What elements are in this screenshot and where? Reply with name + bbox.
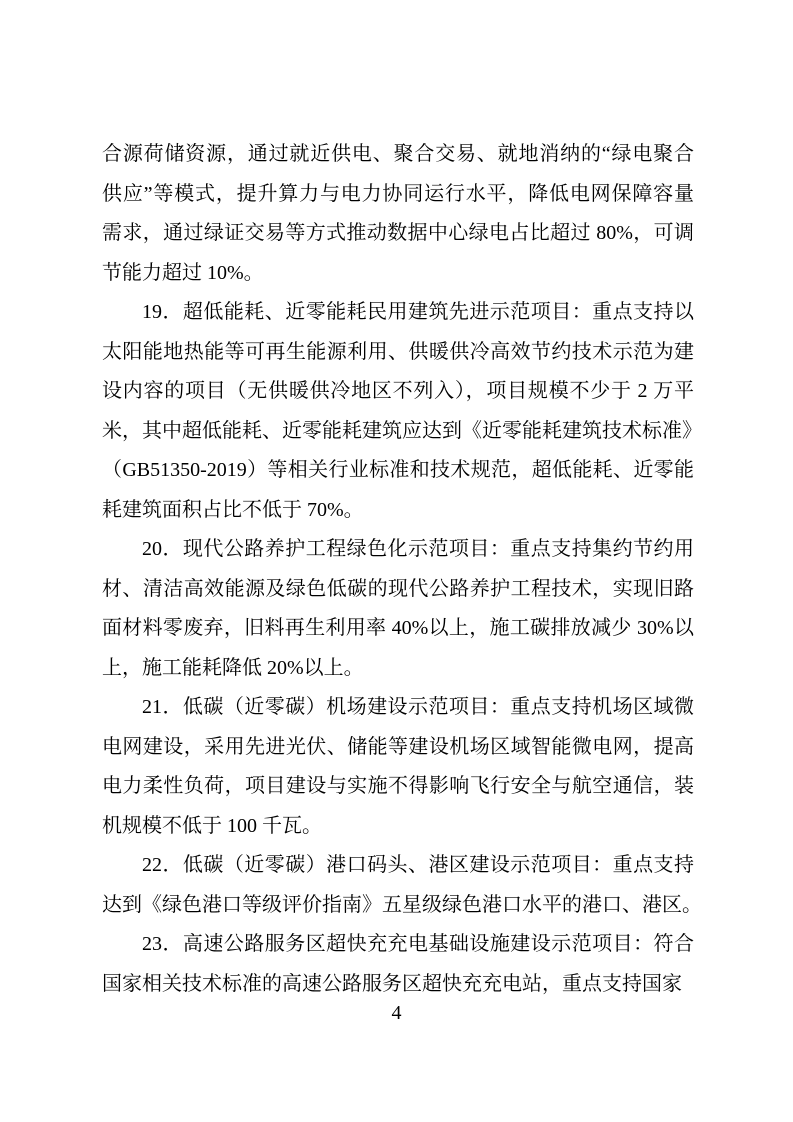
text-line: 合源荷储资源，通过就近供电、聚合交易、就地消纳的“绿电聚合	[102, 143, 694, 165]
paragraph	[102, 530, 694, 688]
text-line: 国家相关技术标准的高速公路服务区超快充充电站，重点支持国家	[102, 972, 682, 995]
text-line: 19．超低能耗、近零能耗民用建筑先进示范项目：重点支持以	[142, 301, 694, 323]
text-line: 22．低碳（近零碳）港口码头、港区建设示范项目：重点支持	[142, 854, 694, 876]
document-body	[102, 135, 702, 1004]
text-line: 上，施工能耗降低 20%以上。	[102, 656, 364, 679]
paragraph	[102, 846, 702, 925]
text-line: 电力柔性负荷，项目建设与实施不得影响飞行安全与航空通信，装	[102, 775, 694, 797]
text-line: 23．高速公路服务区超快充充电基础设施建设示范项目：符合	[142, 933, 694, 955]
text-line: 21．低碳（近零碳）机场建设示范项目：重点支持机场区域微	[142, 696, 694, 718]
text-line: （GB51350-2019）等相关行业标准和技术规范，超低能耗、近零能	[102, 459, 694, 481]
paragraph	[102, 293, 702, 530]
text-line: 面材料零废弃，旧料再生利用率 40%以上，施工碳排放减少 30%以	[102, 617, 694, 639]
text-line: 设内容的项目（无供暖供冷地区不列入），项目规模不少于 2 万平	[102, 380, 694, 402]
paragraph	[102, 925, 694, 1004]
paragraph	[102, 688, 694, 846]
paragraph	[102, 135, 694, 293]
text-line: 达到《绿色港口等级评价指南》五星级绿色港口水平的港口、港区。	[102, 893, 702, 916]
text-line: 机规模不低于 100 千瓦。	[102, 814, 322, 837]
text-line: 电网建设，采用先进光伏、储能等建设机场区域智能微电网，提高	[102, 735, 694, 758]
text-line: 节能力超过 10%。	[102, 261, 264, 284]
text-line: 材、清洁高效能源及绿色低碳的现代公路养护工程技术，实现旧路	[102, 577, 694, 600]
text-line: 米，其中超低能耗、近零能耗建筑应达到《近零能耗建筑技术标准》	[102, 419, 702, 442]
text-line: 太阳能地热能等可再生能源利用、供暖供冷高效节约技术示范为建	[102, 340, 694, 363]
text-line: 需求，通过绿证交易等方式推动数据中心绿电占比超过 80%，可调	[102, 222, 694, 244]
text-line: 供应”等模式，提升算力与电力协同运行水平，降低电网保障容量	[102, 182, 694, 205]
text-line: 耗建筑面积占比不低于 70%。	[102, 498, 364, 521]
page-number: 4	[391, 1002, 402, 1024]
text-line: 20．现代公路养护工程绿色化示范项目：重点支持集约节约用	[142, 538, 694, 560]
